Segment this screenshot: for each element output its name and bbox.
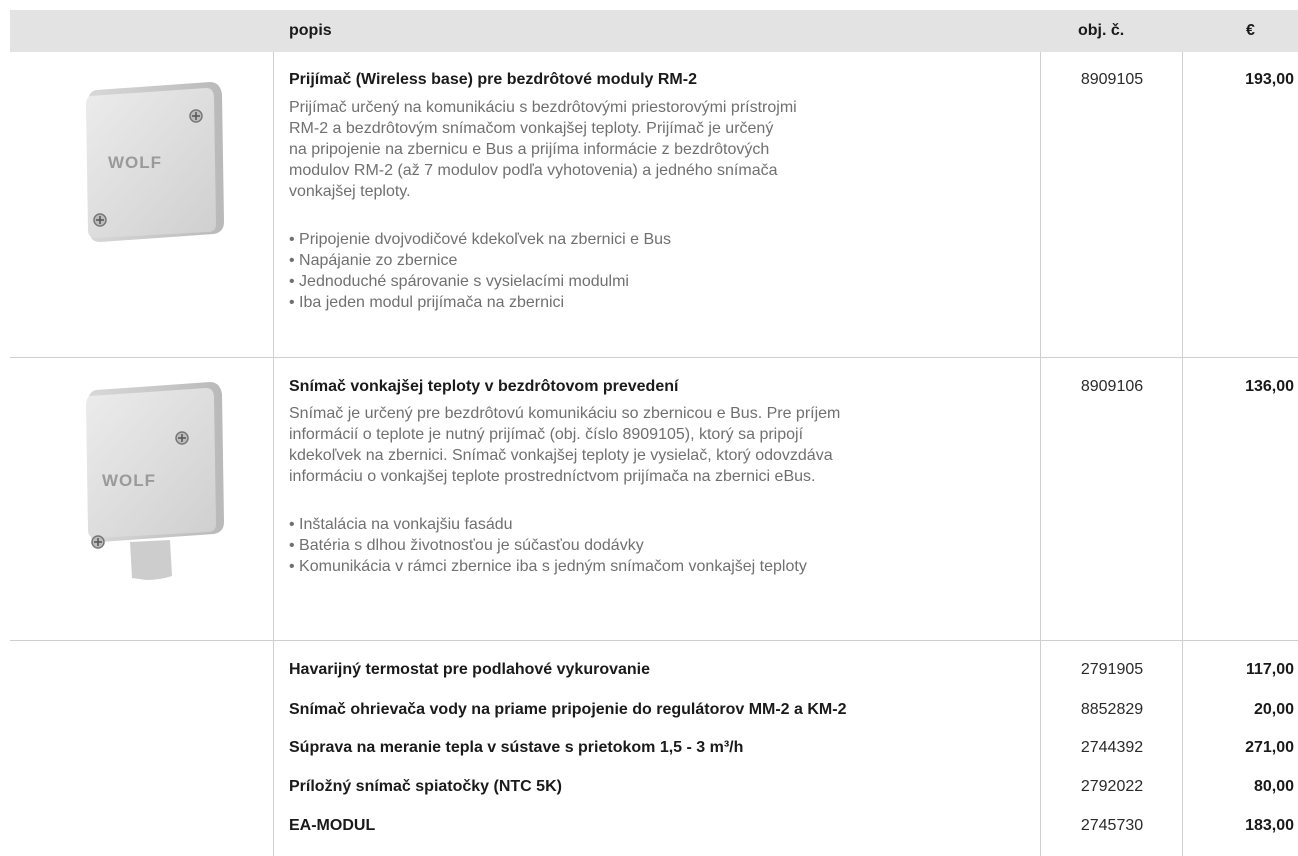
price: 80,00 — [1253, 778, 1294, 795]
product-title: Snímač vonkajšej teploty v bezdrôtovom prevedení — [289, 378, 679, 395]
order-number: 2744392 — [1080, 739, 1144, 756]
product-features — [289, 514, 807, 577]
column-divider — [1182, 52, 1183, 856]
table-header — [10, 10, 1298, 52]
order-number: 8909106 — [1080, 378, 1144, 395]
item-title: Príložný snímač spiatočky (NTC 5K) — [289, 778, 562, 795]
price: 271,00 — [1245, 739, 1294, 756]
product-title: Prijímač (Wireless base) pre bezdrôtové moduly RM-2 — [289, 71, 697, 88]
feature-item: • Batéria s dlhou životnosťou je súčasťou dodávky — [289, 535, 807, 556]
feature-item: • Inštalácia na vonkajšiu fasádu — [289, 514, 807, 535]
order-number: 8852829 — [1080, 701, 1144, 718]
order-number: 2745730 — [1080, 817, 1144, 834]
outdoor-temperature-sensor-image — [60, 372, 240, 582]
item-title: Havarijný termostat pre podlahové vykurovanie — [289, 661, 651, 678]
feature-item: • Pripojenie dvojvodičové kdekoľvek na zbernici e Bus — [289, 229, 671, 250]
row-divider — [10, 357, 1298, 358]
price: 136,00 — [1245, 378, 1294, 395]
item-title: Snímač ohrievača vody na priame pripojenie do regulátorov MM-2 a KM-2 — [289, 701, 847, 718]
row-divider — [10, 640, 1298, 641]
item-title: Súprava na meranie tepla v sústave s prietokom 1,5 - 3 m³/h — [289, 739, 744, 756]
order-number: 2791905 — [1080, 661, 1144, 678]
product-description: Snímač je určený pre bezdrôtovú komunikáciu so zbernicou e Bus. Pre príjem informácií o teplote je nutný prijímač (obj. číslo 8909105), ktorý sa pripojí kdekoľvek na zbernici. Snímač vonkajšej teploty je vysielač, ktorý odovzdáva informáciu o vonkajšej teplote prostredníctvom prijímača na zbernici eBus. — [289, 405, 841, 485]
feature-item: • Jednoduché spárovanie s vysielacími modulmi — [289, 271, 671, 292]
price: 117,00 — [1245, 661, 1294, 678]
product-description: Prijímač určený na komunikáciu s bezdrôtovými priestorovými prístrojmi RM-2 a bezdrôtovým snímačom vonkajšej teploty. Prijímač je určený na pripojenie na zbernicu e Bus a prijíma informácie z bezdrôtových modulov RM-2 (až 7 modulov podľa vyhotovenia) a jedného snímača vonkajšej teploty. — [289, 99, 797, 200]
product-features — [289, 229, 671, 313]
wolf-logo: WOLF — [108, 153, 163, 172]
price: 20,00 — [1253, 701, 1294, 718]
order-number: 8909105 — [1080, 71, 1144, 88]
column-header-order-number: obj. č. — [1078, 22, 1125, 39]
column-divider — [273, 52, 274, 856]
price: 193,00 — [1245, 71, 1294, 88]
order-number: 2792022 — [1080, 778, 1144, 795]
feature-item: • Iba jeden modul prijímača na zbernici — [289, 292, 671, 313]
wireless-receiver-image — [60, 72, 240, 252]
column-header-popis: popis — [289, 22, 332, 39]
item-title: EA-MODUL — [289, 817, 376, 834]
wolf-logo: WOLF — [102, 471, 157, 490]
price: 183,00 — [1245, 817, 1294, 834]
feature-item: • Komunikácia v rámci zbernice iba s jedným snímačom vonkajšej teploty — [289, 556, 807, 577]
column-header-price: € — [1246, 22, 1255, 39]
feature-item: • Napájanie zo zbernice — [289, 250, 671, 271]
column-divider — [1040, 52, 1041, 856]
